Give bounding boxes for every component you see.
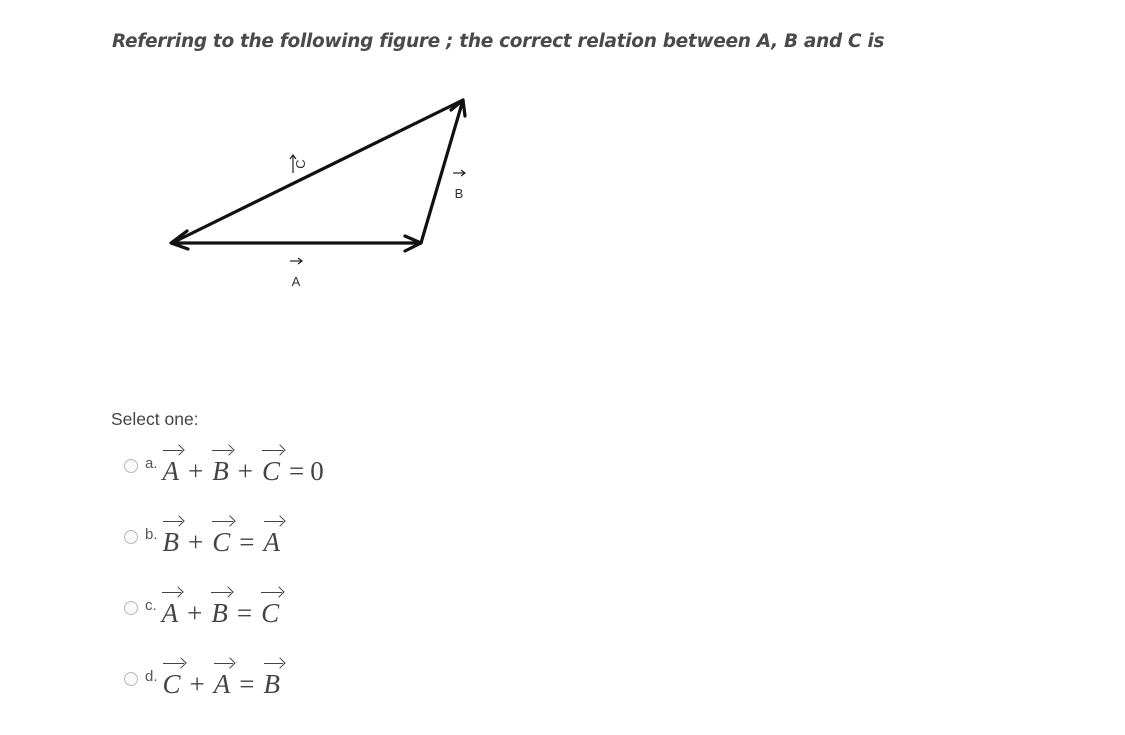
operator: = <box>239 668 255 699</box>
vector-c-arrowhead <box>171 231 188 249</box>
label-b <box>453 170 465 201</box>
option-a[interactable] <box>124 441 324 487</box>
svg-text:B: B <box>454 186 464 201</box>
svg-text:A: A <box>291 274 301 289</box>
radio-option-b[interactable] <box>124 530 138 544</box>
vector-term: A <box>160 456 183 487</box>
vector-c-line <box>172 100 463 243</box>
operator: = <box>236 597 253 628</box>
vector-term: A <box>261 527 284 558</box>
vector-term: C <box>258 598 282 629</box>
operator: = <box>289 455 305 486</box>
radio-option-a[interactable] <box>124 459 138 473</box>
operator: = <box>239 526 255 557</box>
vector-term: B <box>208 598 231 629</box>
vector-term: C <box>160 669 184 700</box>
vector-term: C <box>209 527 233 558</box>
option-d-equation <box>160 669 283 700</box>
vector-term: B <box>261 669 284 700</box>
rhs-value: 0 <box>310 455 324 486</box>
option-letter: a. <box>145 454 158 472</box>
svg-text:C: C <box>293 159 308 169</box>
select-one-label: Select one: <box>111 409 199 429</box>
vector-term: C <box>259 456 283 487</box>
option-c-equation <box>159 598 282 629</box>
vector-term: A <box>211 669 234 700</box>
operator: + <box>188 526 204 557</box>
operator: + <box>237 455 253 486</box>
option-b-equation <box>160 527 283 558</box>
operator: + <box>189 668 205 699</box>
option-b[interactable] <box>124 512 283 558</box>
label-c <box>290 155 308 173</box>
radio-option-c[interactable] <box>124 601 138 615</box>
operator: + <box>187 597 203 628</box>
vector-b-arrowhead <box>451 100 465 116</box>
vector-term: B <box>160 527 183 558</box>
vector-b-line <box>421 100 463 243</box>
operator: + <box>188 455 204 486</box>
option-c[interactable] <box>124 583 282 629</box>
option-a-equation <box>160 456 324 487</box>
vector-term: A <box>159 598 182 629</box>
option-letter: b. <box>145 525 158 543</box>
question-text: Referring to the following figure ; the correct relation between A, B and C is <box>112 31 885 52</box>
label-a <box>290 258 302 289</box>
vector-term: B <box>209 456 232 487</box>
vector-a-arrowhead <box>405 236 421 251</box>
option-d[interactable] <box>124 654 283 700</box>
option-letter: d. <box>145 667 158 685</box>
option-letter: c. <box>145 596 157 614</box>
radio-option-d[interactable] <box>124 672 138 686</box>
